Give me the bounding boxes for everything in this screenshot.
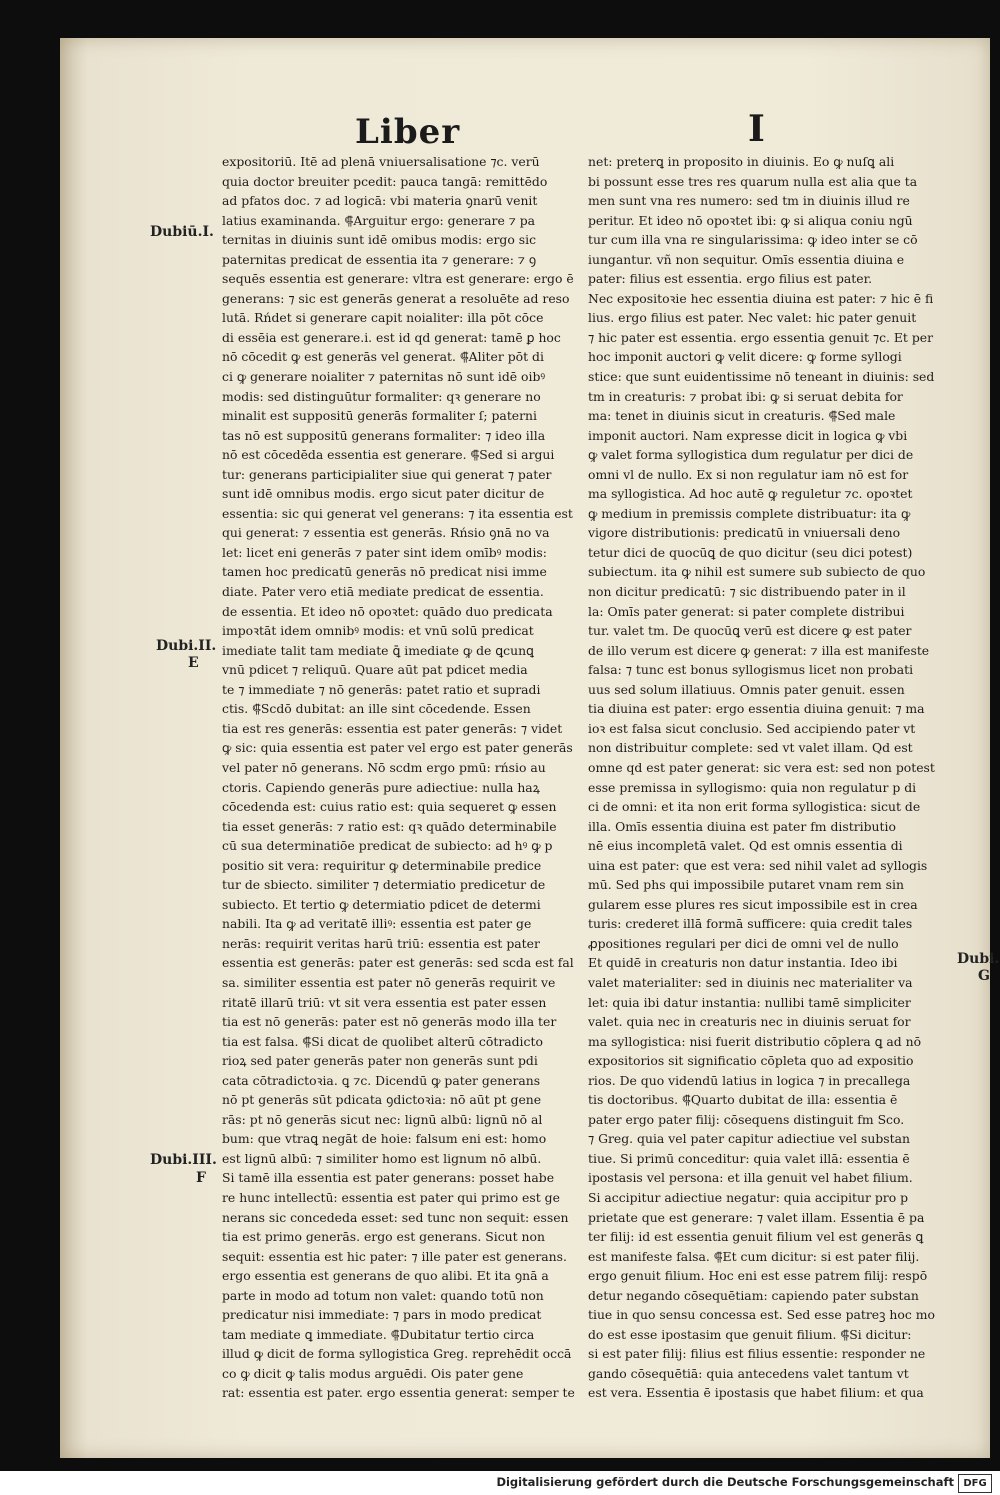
text-line: latius examinanda. ⸿Arguitur ergo: generare ⁊ pa — [222, 212, 536, 228]
text-line: tiue in quo sensu concessa est. Sed esse patreꝫ hoc mo — [588, 1307, 935, 1323]
text-line: bi possunt esse tres res quarum nulla est alia que ta — [588, 173, 918, 189]
text-line: de essentia. Et ideo nō opoꝛtet: quādo duo predicata — [222, 603, 553, 619]
text-line: quia doctor breuiter pcedit: pauca tangā: remittēdo — [222, 173, 548, 189]
text-line: nerans sic concededa esset: sed tunc non sequit: essen — [222, 1209, 569, 1225]
left-text-column — [222, 152, 584, 1403]
margin-note-dubium-3: Dubi.III. — [150, 1152, 217, 1168]
margin-note-letter-g: G — [978, 968, 990, 984]
footer-credit: Digitalisierung gefördert durch die Deutsche Forschungsgemeinschaft — [496, 1475, 954, 1489]
text-line: vigore distributionis: predicatū in vniuersali deno — [588, 525, 901, 541]
text-line: ma: tenet in diuinis sicut in creaturis. ⸿Sed male — [588, 408, 896, 424]
text-line: tia est primo generās. ergo est generans. Sicut non — [222, 1229, 545, 1245]
text-line: tamen hoc predicatū generās nō predicat nisi imme — [222, 564, 547, 580]
text-line: ꝙ valet forma syllogistica dum regulatur per dici de — [588, 447, 914, 463]
text-line: nō cōcedit ꝙ est generās vel generat. ⸿Aliter pōt di — [222, 349, 544, 365]
text-line: omne qd est pater generat: sic vera est: sed non potest — [588, 759, 935, 775]
text-line: omni vl de nullo. Ex si non regulatur iam nō est for — [588, 466, 909, 482]
text-line: mū. Sed phs qui impossibile putaret vnam rem sin — [588, 877, 904, 893]
text-line: ꝙ medium in premissis complete distribuatur: ita ꝙ — [588, 505, 911, 521]
margin-note-letter-e: E — [188, 655, 199, 671]
text-line: falsa: ⁊ tunc est bonus syllogismus licet non probati — [588, 662, 914, 678]
footer-bar — [0, 1471, 1000, 1495]
text-line: detur negando cōsequētiam: capiendo pater substan — [588, 1287, 919, 1303]
text-line: si est pater filij: filius est filius essentie: responder ne — [588, 1346, 926, 1362]
text-line: sa. similiter essentia est pater nō generās requirit ve — [222, 974, 556, 990]
text-line: pater ergo pater filij: cōsequens distinguit fm Sco. — [588, 1111, 905, 1127]
text-line: let: quia ibi datur instantia: nullibi tamē simpliciter — [588, 994, 911, 1010]
right-text-column — [588, 152, 962, 1403]
text-line: tia est res generās: essentia est pater generās: ⁊ videt — [222, 720, 563, 736]
text-line: cōcedenda est: cuius ratio est: quia sequeret ꝙ essen — [222, 799, 557, 815]
text-line: co ꝙ dicit ꝙ talis modus arguēdi. Ois pater gene — [222, 1365, 524, 1381]
text-line: tiue. Si primū conceditur: quia valet illā: essentia ē — [588, 1150, 910, 1166]
text-line: positio sit vera: requiritur ꝙ determinabile predice — [222, 857, 542, 873]
text-line: ꝙ sic: quia essentia est pater vel ergo est pater generās — [222, 740, 573, 756]
text-line: vnū pdicet ⁊ reliquū. Quare aūt pat pdicet media — [222, 662, 528, 678]
text-line: ci ꝙ generare noialiter ⁊ paternitas nō sunt idē oibꝰ — [222, 369, 546, 385]
text-line: tur. valet tm. De quocūꝗ verū est dicere ꝙ est pater — [588, 623, 912, 639]
text-line: stice: que sunt euidentissime nō teneant in diuinis: sed — [588, 369, 935, 385]
text-line: non distribuitur complete: sed vt valet illam. Qd est — [588, 740, 913, 756]
text-line: valet. quia nec in creaturis nec in diuinis seruat for — [588, 1014, 911, 1030]
text-line: nō est cōcedēda essentia est generare. ⸿Sed si argui — [222, 447, 555, 463]
text-line: minalit est suppositū generās formaliter ſ; paterni — [222, 408, 537, 424]
text-line: rās: pt nō generās sicut nec: lignū albū: lignū nō al — [222, 1111, 543, 1127]
text-line: esse premissa in syllogismo: quia non regulatur p di — [588, 779, 917, 795]
text-line: la: Omīs pater generat: si pater complete distribui — [588, 603, 905, 619]
text-line: modis: sed distinguūtur formaliter: qꝛ generare no — [222, 388, 541, 404]
text-line: tis doctoribus. ⸿Quarto dubitat de illa: essentia ē — [588, 1092, 898, 1108]
text-line: est manifeste falsa. ⸿Et cum dicitur: si est pater filij. — [588, 1248, 920, 1264]
text-line: tm in creaturis: ⁊ probat ibi: ꝙ si seruat debita for — [588, 388, 903, 404]
dfg-logo: DFG — [958, 1474, 992, 1493]
text-line: ioꝛ est falsa sicut conclusio. Sed accipiendo pater vt — [588, 720, 916, 736]
text-line: ad pfatos doc. ⁊ ad logicā: vbi materia ꝯnarū venit — [222, 193, 538, 209]
text-line: ergo genuit filium. Hoc eni est esse patrem filij: respō — [588, 1268, 928, 1284]
text-line: uus sed solum illatiuus. Omnis pater genuit. essen — [588, 681, 905, 697]
text-line: vel pater nō generans. Nō scdm ergo pmū: rńsio au — [222, 759, 546, 775]
text-line: re hunc intellectū: essentia est pater qui primo est ge — [222, 1189, 560, 1205]
text-line: predicatur nisi immediate: ⁊ pars in modo predicat — [222, 1307, 542, 1323]
text-line: est lignū albū: ⁊ similiter homo est lignum nō albū. — [222, 1150, 542, 1166]
text-line: peritur. Et ideo nō opoꝛtet ibi: ꝙ si aliqua coniu ngū — [588, 212, 913, 228]
text-line: de illo verum est dicere ꝙ generat: ⁊ illa est manifeste — [588, 642, 930, 658]
text-line: gando cōsequētiā: quia antecedens valet tantum vt — [588, 1365, 909, 1381]
text-line: tam mediate ꝗ immediate. ⸿Dubitatur tertio circa — [222, 1326, 535, 1342]
text-line: sequēs essentia est generare: vltra est generare: ergo ē — [222, 271, 574, 287]
text-line: ipostasis vel persona: et illa genuit vel habet filium. — [588, 1170, 913, 1186]
text-line: nō pt generās sūt pdicata ꝯdictoꝛia: nō aūt pt gene — [222, 1092, 542, 1108]
text-line: expositoriū. Itē ad plenā vniuersalisatione ⁊c. verū — [222, 154, 540, 169]
text-line: tia est falsa. ⸿Si dicat de quolibet alterū cōtradicto — [222, 1033, 543, 1049]
text-line: te ⁊ immediate ⁊ nō generās: patet ratio et supradi — [222, 681, 541, 697]
margin-note-letter-f: F — [196, 1170, 206, 1186]
text-line: illa. Omīs essentia diuina est pater fm distributio — [588, 818, 896, 834]
text-line: men sunt vna res numero: sed tm in diuinis illud re — [588, 193, 910, 209]
text-line: ci de omni: et ita non erit forma syllogistica: sicut de — [588, 799, 921, 815]
text-line: nē eius incompletā valet. Qd est omnis essentia di — [588, 838, 903, 854]
text-line: ⁊ Greg. quia vel pater capitur adiectiue vel substan — [588, 1131, 910, 1147]
text-line: lutā. Rńdet si generare capit noialiter: illa pōt cōce — [222, 310, 544, 326]
text-line: cū sua determinatiōe predicat de subiecto: ad hꝰ ꝙ p — [222, 838, 553, 854]
text-line: lius. ergo filius est pater. Nec valet: hic pater genuit — [588, 310, 917, 326]
text-line: pater: filius est essentia. ergo filius est pater. — [588, 271, 873, 287]
running-head-title: Liber — [355, 112, 461, 152]
text-line: sequit: essentia est hic pater: ⁊ ille pater est generans. — [222, 1248, 567, 1264]
text-line: Nec expositoꝛie hec essentia diuina est pater: ⁊ hic ē fi — [588, 290, 934, 306]
text-line: rioꝝ sed pater generās pater non generās sunt pdi — [222, 1053, 538, 1069]
text-line: ergo essentia est generans de quo alibi. Et ita ꝯnā a — [222, 1268, 549, 1284]
text-line: subiecto. Et tertio ꝙ determiatio pdicet de determi — [222, 896, 541, 912]
text-line: ternitas in diuinis sunt idē omibus modis: ergo sic — [222, 232, 537, 248]
margin-note-dubium-4: Dubi. — [957, 951, 1000, 967]
running-head-folio: I — [748, 108, 765, 150]
text-line: valet materialiter: sed in diuinis nec materialiter va — [588, 974, 913, 990]
text-line: paternitas predicat de essentia ita ⁊ generare: ⁊ ꝯ — [222, 251, 537, 267]
margin-note-dubium-2: Dubi.II. — [156, 638, 217, 654]
text-line: hoc imponit auctori ꝙ velit dicere: ꝙ forme syllogi — [588, 349, 902, 365]
text-line: cata cōtradictoꝛia. ꝗ ⁊c. Dicendū ꝙ pater generans — [222, 1072, 541, 1088]
text-line: essentia est generās: pater est generās: sed scda est fal — [222, 955, 574, 971]
text-line: tia diuina est pater: ergo essentia diuina genuit: ⁊ ma — [588, 701, 925, 717]
text-line: parte in modo ad totum non valet: quando totū non — [222, 1287, 544, 1303]
text-line: nerās: requirit veritas harū triū: essentia est pater — [222, 935, 540, 951]
text-line: nabili. Ita ꝙ ad veritatē illiꝰ: essentia est pater ge — [222, 916, 532, 932]
text-line: prietate que est generare: ⁊ valet illam. Essentia ē pa — [588, 1209, 925, 1225]
text-line: diate. Pater vero etiā mediate predicat de essentia. — [222, 584, 544, 600]
text-line: net: preterꝗ in proposito in diuinis. Eo ꝙ nuſꝗ ali — [588, 154, 895, 169]
text-line: essentia: sic qui generat vel generans: ⁊ ita essentia est — [222, 505, 573, 521]
text-line: tur cum illa vna re singularissima: ꝙ ideo inter se cō — [588, 232, 918, 248]
text-line: rios. De quo videndū latius in logica ⁊ in precallega — [588, 1072, 911, 1088]
text-line: tur de sbiecto. similiter ⁊ determiatio predicetur de — [222, 877, 546, 893]
text-line: ma syllogistica: nisi fuerit distributio cōplera ꝗ ad nō — [588, 1033, 922, 1049]
text-line: tia est nō generās: pater est nō generās modo illa ter — [222, 1014, 557, 1030]
text-line: tur: generans participialiter siue qui generat ⁊ pater — [222, 466, 552, 482]
text-line: imediate talit tam mediate ꝗ̄ imediate ꝙ de ꝗcunꝗ — [222, 642, 534, 658]
text-line: Et quidē in creaturis non datur instantia. Ideo ibi — [588, 955, 898, 971]
text-line: di essēia est generare.i. est id qd generat: tamē ꝑ hoc — [222, 329, 561, 345]
text-line: subiectum. ita ꝙ nihil est sumere sub subiecto de quo — [588, 564, 926, 580]
text-line: est vera. Essentia ē ipostasis que habet filium: et qua — [588, 1385, 924, 1401]
text-line: generans: ⁊ sic est generās generat a resoluēte ad reso — [222, 290, 570, 306]
text-line: expositorios sit significatio cōpleta quo ad expositio — [588, 1053, 914, 1069]
text-line: tas nō est suppositū generans formaliter: ⁊ ideo illa — [222, 427, 546, 443]
text-line: imponit auctori. Nam expresse dicit in logica ꝙ vbi — [588, 427, 908, 443]
text-line: Si accipitur adiectiue negatur: quia accipitur pro p — [588, 1189, 909, 1205]
text-line: rat: essentia est pater. ergo essentia generat: semper te — [222, 1385, 575, 1401]
text-line: ctis. ⸿Scdō dubitat: an ille sint cōcedende. Essen — [222, 701, 531, 717]
text-line: ter filij: id est essentia genuit filium vel est generās ꝗ — [588, 1229, 924, 1245]
text-line: Si tamē illa essentia est pater generans: posset habe — [222, 1170, 555, 1186]
text-line: illud ꝙ dicit de forma syllogistica Greg. reprehēdit occā — [222, 1346, 572, 1362]
text-line: ritatē illarū triū: vt sit vera essentia est pater essen — [222, 994, 547, 1010]
text-line: bum: que vtraꝗ negāt de hoie: falsum eni est: homo — [222, 1131, 547, 1147]
text-line: gularem esse plures res sicut impossibile est in crea — [588, 896, 918, 912]
text-line: let: licet eni generās ⁊ pater sint idem omībꝰ modis: — [222, 544, 547, 560]
text-line: tia esset generās: ⁊ ratio est: qꝛ quādo determinabile — [222, 818, 557, 834]
text-line: sunt idē omnibus modis. ergo sicut pater dicitur de — [222, 486, 545, 502]
text-line: ⁊ hic pater est essentia. ergo essentia genuit ⁊c. Et per — [588, 329, 934, 345]
text-line: qui generat: ⁊ essentia est generās. Rńsio ꝯnā no va — [222, 525, 550, 541]
text-line: uina est pater: que est vera: sed nihil valet ad syllogis — [588, 857, 928, 873]
text-line: turis: crederet illā formā sufficere: quia credit tales — [588, 916, 913, 932]
text-line: impoꝛtāt idem omnibꝰ modis: et vnū solū predicat — [222, 623, 534, 639]
text-line: do est esse ipostasim que genuit filium. ⸿Si dicitur: — [588, 1326, 912, 1342]
text-line: ctoris. Capiendo generās pure adiectiue: nulla haꝝ — [222, 779, 540, 795]
text-line: tetur dici de quocūꝗ de quo dicitur (seu dici potest) — [588, 544, 913, 560]
text-line: ma syllogistica. Ad hoc autē ꝙ reguletur ⁊c. opoꝛtet — [588, 486, 913, 502]
text-line: iungantur. vñ non sequitur. Omīs essentia diuina e — [588, 251, 905, 267]
margin-note-dubium-1: Dubiū.I. — [150, 224, 214, 240]
text-line: ꝓpositiones regulari per dici de omni vel de nullo — [588, 935, 899, 951]
text-line: non dicitur predicatū: ⁊ sic distribuendo pater in il — [588, 584, 906, 600]
